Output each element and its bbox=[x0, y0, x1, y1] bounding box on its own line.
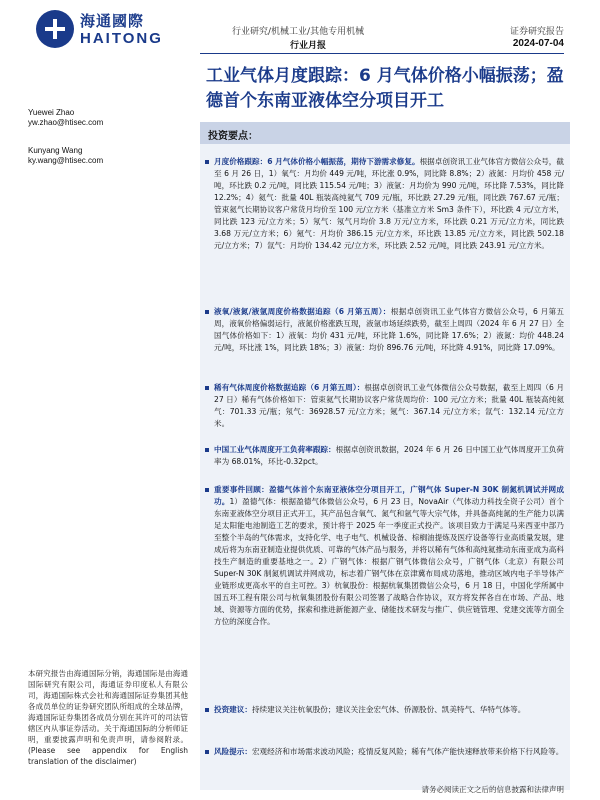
author-email[interactable]: yw.zhao@htisec.com bbox=[28, 118, 104, 127]
summary-item-heading: 稀有气体周度价格数据追踪（6 月第五周）： bbox=[214, 383, 365, 392]
summary-item-body: 1）盈德气体：根据盈德气体微信公众号，6 月 23 日，NovaAir（气体动力科技全资子公司）首个东南亚液体空分项目正式开工，其产品包含氧气、氮气和氩气等大宗气体，并具备高纯氮的生产能力以满足太阳能电池制造工艺的要求，预计将于 2025 年一季度正式投产。该项目致力于满足马来西亚中部乃至整个半岛的气体需求，支持化学、电子电气、机械设备、棕榈油提炼及医疗设备等行业高质量发展，建成后将为东南亚制造业提供优质、可靠的气体产品与服务，并将以稀有气体和高纯氦推动东南亚成为高科技生产制造的重要基地之一。2）广钢气体：根据广钢气体微信公众号，广钢气体（北京）有限公司 Super-N 30K 制氮机调试并网成功，标志着广钢气体在京津冀布局成功落地，推动区域内电子半导体产业链形成更高水平的自主可控。3）杭氧股份：根据杭氧集团微信公众号，6 月 18 日，中国化学所属中国五环工程有限公司与杭氧集团股份有限公司签署了战略合作协议，双方将发挥各自在市场、产品、地域、资源等方面的优势，探索和推进新能源产业、储能技术研发与推广、供应链管理、党建交流等方面全方位的深度合作。 bbox=[214, 497, 565, 626]
summary-item-body: 宏观经济和市场需求波动风险；疫情反复风险；稀有气体产能快速释放带来价格下行风险等。 bbox=[251, 747, 564, 756]
summary-item-body: 根据卓创资讯工业气体官方微信公众号，6 月第五周，液氧价格偏弱运行，液氮价格涨跌互现，液氩市场延续跌势，截至上周四（2024 年 6 月 27 日）全国气体价格如下：1）液氧：均价 431 元/吨，环比降 1.6%，同比降 17.6%；2）液氮：均价 448.24 元/吨，环比涨 1%，同比跌 18%；3）液氩：均价 896.76 元/吨，环比降 4.91%，同比降 17.09%。 bbox=[214, 307, 564, 352]
header-divider bbox=[200, 53, 564, 54]
author-name: Yuewei Zhao bbox=[28, 108, 75, 117]
summary-item-rare-gas bbox=[214, 382, 564, 430]
summary-heading: 投资要点： bbox=[208, 131, 258, 142]
author-list bbox=[28, 108, 188, 184]
report-title: 工业气体月度跟踪：6 月气体价格小幅振荡；盈德首个东南亚液体空分项目开工 bbox=[206, 66, 564, 111]
summary-item-body: 根据卓创资讯数据，2024 年 6 月 26 日中国工业气体周度开工负荷率为 68.01%，环比-0.32pct。 bbox=[214, 445, 565, 466]
footer-notice: 请务必阅读正文之后的信息披露和法律声明 bbox=[421, 785, 564, 794]
haitong-logo-icon bbox=[36, 10, 74, 48]
summary-item-risk-warning bbox=[214, 746, 564, 758]
report-date: 2024-07-04 bbox=[512, 38, 564, 49]
summary-item-heading: 月度价格跟踪：6 月气体价格小幅振荡，期待下游需求修复。 bbox=[214, 157, 420, 166]
brand-name-cn: 海通國際 bbox=[80, 12, 145, 30]
haitong-logo bbox=[36, 8, 186, 52]
summary-item-weekly-liquid-gas bbox=[214, 306, 564, 354]
disclaimer-text: 本研究报告由海通国际分销，海通国际是由海通国际研究有限公司，海通证券印度私人有限公司，海通国际株式会社和海通国际证券集团其他各成员单位的证券研究团队所组成的全球品牌，海通国际证券集团各成员分别在其许可的司法管辖区内从事证券活动。关于海通国际的分析师证明，重要披露声明和免责声明，请参阅附录。(Please see appendix for English translation of the disclaimer) bbox=[28, 669, 188, 766]
investment-summary-box bbox=[200, 122, 570, 790]
summary-item-heading: 中国工业气体周度开工负荷率跟踪： bbox=[214, 445, 336, 454]
brand-name-en: HAITONG bbox=[80, 30, 163, 47]
summary-item-heading: 液氧/液氮/液氩周度价格数据追踪（6 月第五周）： bbox=[214, 307, 391, 316]
summary-item-body: 持续建议关注杭氧股份；建议关注金宏气体、侨源股份、凯美特气、华特气体等。 bbox=[251, 705, 526, 714]
report-kind: 证券研究报告 bbox=[509, 27, 564, 37]
summary-item-heading: 投资建议： bbox=[214, 705, 252, 714]
summary-item-body: 根据卓创资讯工业气体微信公众号数据，截至上周四（6 月 27 日）稀有气体价格如下：管束氦气长期协议客户常货周均价：100 元/立方米；批量 40L 瓶装高纯氦气：701.33 元/瓶；氖气：36928.57 元/立方米；氪气：367.14 元/立方米；氙气：132.14 元/立方米。 bbox=[214, 383, 564, 428]
summary-header bbox=[200, 122, 570, 144]
summary-item-heading: 重要事件回顾：盈德气体首个东南亚液体空分项目开工，广钢气体 Super-N 30K 制氮机调试并网成功。 bbox=[214, 485, 564, 506]
summary-item-key-events bbox=[214, 484, 564, 628]
author-name: Kunyang Wang bbox=[28, 146, 83, 155]
summary-item-operating-load bbox=[214, 444, 564, 468]
author-email[interactable]: ky.wang@htisec.com bbox=[28, 156, 104, 165]
report-type: 行业月报 bbox=[290, 41, 327, 51]
summary-item-monthly-prices bbox=[214, 156, 564, 252]
industry-categories: 行业研究/机械工业/其他专用机械 bbox=[232, 27, 365, 37]
summary-item-heading: 风险提示： bbox=[214, 747, 252, 756]
summary-item-body: 根据卓创资讯工业气体官方微信公众号，截至 6 月 26 日，1）氧气：月均价 449 元/吨，环比涨 0.9%，同比降 8.8%；2）液氮：月均价 458 元/吨，环比跌 0.2 元/吨，同比跌 115.54 元/吨；3）液氩：月均价为 990 元/吨，环比降 7.53%，同比降 12.2%；4）氦气：批量 40L 瓶装高纯氦气 709 元/瓶，环比跌 27.29 元/瓶，同比跌 767.67 元/瓶；管束氦气长期协议客户常货月均价至 100 元/立方米（基准立方米 Sm3 条件下），环比跌 4 元/立方米，同比跌 123 元/立方米；5）氖气：氖气月均价 3.8 万元/立方米，环比跌 0.21 万元/立方米，同比跌 3.68 万元/立方米；6）氪气：月均价 386.15 元/立方米，环比跌 13.85 元/立方米，同比跌 502.18 元/立方米；7）氙气：月均价 134.42 元/立方米，环比跌 2.52 元/吨，同比跌 243.91 元/立方米。 bbox=[214, 157, 564, 250]
summary-item-investment-advice bbox=[214, 704, 564, 716]
